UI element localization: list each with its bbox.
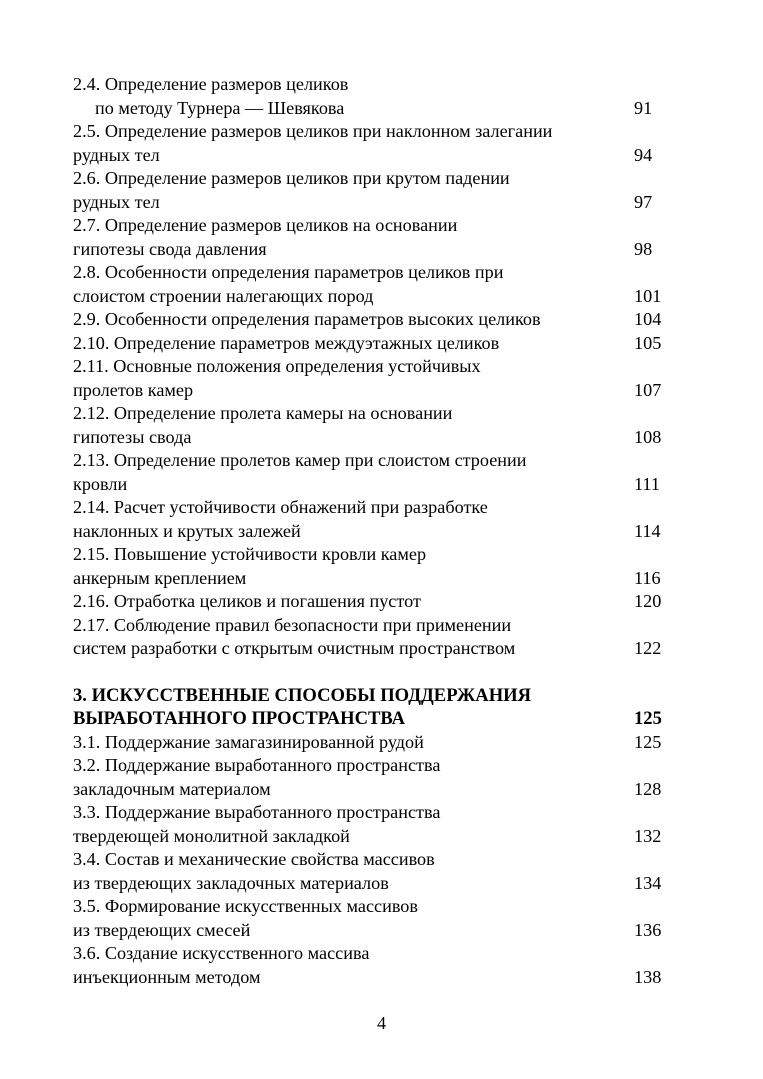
toc-line [73, 919, 673, 943]
toc-entry-text: 2.11. Основные положения определения устойчивых [73, 356, 481, 376]
toc-line [73, 590, 673, 614]
toc-line [73, 754, 673, 778]
toc-line [73, 308, 673, 332]
toc-page-number: 107 [634, 379, 662, 400]
toc-line [73, 942, 673, 966]
toc-entry-text: гипотезы свода давления [73, 238, 267, 259]
toc-entry-text: 2.10. Определение параметров междуэтажных целиков [73, 332, 500, 353]
toc-page-number: 136 [634, 919, 662, 940]
toc-entry-text: 2.15. Повышение устойчивости кровли камер [73, 544, 427, 564]
toc-line [73, 801, 673, 825]
toc-line [73, 167, 673, 191]
section-heading-text: ВЫРАБОТАННОГО ПРОСТРАНСТВА [73, 708, 406, 729]
toc-entry-text: инъекционным методом [73, 966, 261, 987]
table-of-contents [73, 73, 673, 989]
toc-line [73, 120, 673, 144]
toc-entry-text: 3.2. Поддержание выработанного пространства [73, 755, 441, 775]
section-heading-text: 3. ИСКУССТВЕННЫЕ СПОСОБЫ ПОДДЕРЖАНИЯ [73, 684, 532, 706]
toc-entry-text: слоистом строении налегающих пород [73, 285, 374, 306]
section-heading-line [73, 684, 673, 708]
toc-page-number: 94 [634, 144, 653, 165]
toc-line [73, 731, 673, 755]
toc-entry-text: 2.14. Расчет устойчивости обнажений при разработке [73, 497, 488, 517]
toc-line [73, 966, 673, 990]
toc-entry-text: 2.9. Особенности определения параметров высоких целиков [73, 309, 541, 329]
toc-entry-text: 2.13. Определение пролетов камер при слоистом строении [73, 450, 527, 470]
toc-line [73, 825, 673, 849]
toc-line [73, 285, 673, 309]
toc-page-number: 101 [634, 285, 662, 306]
toc-page-number: 108 [634, 426, 662, 447]
toc-entry-text: 3.6. Создание искусственного массива [73, 943, 370, 963]
toc-page-number: 122 [634, 638, 662, 658]
toc-page-number: 105 [634, 332, 662, 353]
toc-entry-text: наклонных и крутых залежей [73, 520, 301, 541]
toc-line [73, 355, 673, 379]
toc-entry-text: систем разработки с открытым очистным пространством [73, 638, 516, 658]
toc-entry-text: 3.4. Состав и механические свойства массивов [73, 849, 435, 869]
toc-entry-text: твердеющей монолитной закладкой [73, 825, 350, 846]
toc-line [73, 191, 673, 215]
toc-line [73, 567, 673, 591]
toc-line [73, 496, 673, 520]
toc-line [73, 872, 673, 896]
toc-line [73, 895, 673, 919]
toc-line [73, 449, 673, 473]
toc-page-number: 104 [634, 309, 662, 329]
toc-entry-text: гипотезы свода [73, 426, 192, 447]
toc-entry-text: 2.6. Определение размеров целиков при крутом падении [73, 168, 510, 188]
toc-line [73, 214, 673, 238]
toc-entry-text: из твердеющих смесей [73, 919, 251, 940]
toc-page-number: 91 [634, 97, 653, 118]
toc-page-number: 128 [634, 778, 662, 799]
toc-entry-text: 2.16. Отработка целиков и погашения пустот [73, 591, 421, 611]
toc-page-number: 111 [634, 473, 660, 494]
toc-entry-text: 3.3. Поддержание выработанного пространства [73, 802, 441, 822]
toc-page-number: 125 [634, 708, 662, 729]
toc-entry-text: 2.12. Определение пролета камеры на основании [73, 403, 453, 423]
toc-page-number: 120 [634, 591, 662, 611]
toc-line [73, 238, 673, 262]
toc-line [73, 614, 673, 638]
toc-page-number: 125 [634, 731, 662, 752]
toc-page-number: 132 [634, 825, 662, 846]
section-heading-line [73, 707, 673, 731]
page-number: 4 [376, 1013, 387, 1033]
section-spacer [73, 661, 673, 684]
toc-line [73, 473, 673, 497]
toc-line [73, 426, 673, 450]
toc-line [73, 144, 673, 168]
toc-page-number: 134 [634, 872, 662, 893]
toc-entry-text: пролетов камер [73, 379, 194, 400]
toc-entry-text: рудных тел [73, 144, 160, 165]
toc-entry-text: 2.4. Определение размеров целиков [73, 74, 349, 94]
toc-line [73, 379, 673, 403]
toc-entry-text: 2.8. Особенности определения параметров целиков при [73, 262, 504, 282]
toc-entry-text: 3.5. Формирование искусственных массивов [73, 896, 418, 916]
toc-line [73, 73, 673, 97]
toc-entry-text: рудных тел [73, 191, 160, 212]
toc-line [73, 261, 673, 285]
toc-page-number: 98 [634, 238, 653, 259]
toc-page-number: 116 [634, 567, 661, 588]
toc-line [73, 543, 673, 567]
toc-line [73, 520, 673, 544]
toc-entry-text: закладочным материалом [73, 778, 271, 799]
toc-line [73, 97, 673, 121]
toc-line [73, 637, 673, 661]
toc-line [73, 848, 673, 872]
toc-line [73, 402, 673, 426]
toc-entry-text: анкерным креплением [73, 567, 247, 588]
toc-entry-text: 2.5. Определение размеров целиков при наклонном залегании [73, 121, 553, 141]
toc-line [73, 332, 673, 356]
toc-page-number: 138 [634, 966, 662, 987]
toc-line [73, 778, 673, 802]
toc-entry-text: кровли [73, 473, 128, 494]
toc-entry-text: 2.7. Определение размеров целиков на основании [73, 215, 458, 235]
toc-entry-text: из твердеющих закладочных материалов [73, 872, 389, 893]
toc-page-number: 114 [634, 520, 661, 541]
toc-page-number: 97 [634, 191, 653, 212]
toc-entry-text: 3.1. Поддержание замагазинированной рудой [73, 731, 424, 752]
toc-entry-text: 2.17. Соблюдение правил безопасности при применении [73, 614, 512, 635]
toc-entry-text: по методу Турнера — Шевякова [95, 97, 345, 118]
